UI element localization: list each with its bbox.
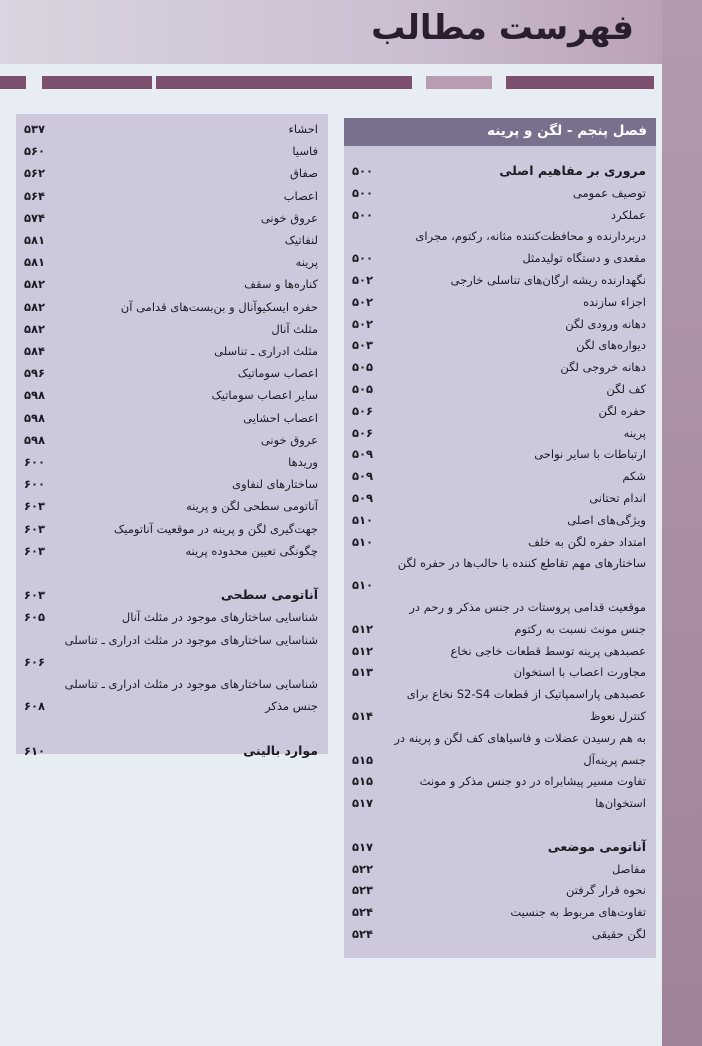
toc-entry [16,562,328,584]
toc-page-number: ۵۶۰ [24,144,46,159]
toc-page-number: ۵۰۶ [352,403,374,418]
toc-entry [16,185,328,207]
toc-page-number: ۵۸۲ [24,299,46,314]
toc-entry [16,673,328,695]
toc-section-title: موارد بالینی [243,742,318,758]
toc-entry [344,792,656,814]
toc-page-number: ۵۱۵ [352,752,374,767]
toc-page-number: ۶۰۶ [24,654,46,669]
toc-entry-title: سایر اعصاب سوماتیک [211,388,318,403]
toc-entry-title: ارتباطات با سایر نواحی [534,447,646,462]
toc-entry-title: کف لگن [606,382,646,396]
toc-page-number: ۵۰۰ [352,207,374,222]
toc-entry-title: عملکرد [610,207,646,222]
toc-entry-title: مفاصل [612,861,646,876]
toc-entry [344,770,656,792]
toc-entry [16,140,328,162]
toc-page-number: ۵۳۷ [24,122,46,136]
toc-page-number: ۵۰۹ [352,447,374,462]
toc-entry [16,118,328,140]
toc-page-number: ۵۲۲ [352,861,374,876]
toc-entry [16,296,328,318]
toc-page-number: ۵۸۴ [24,344,46,358]
toc-page-number: ۵۱۰ [352,512,374,527]
toc-entry [16,473,328,495]
toc-entry-title: تفاوت‌های مربوط به جنسیت [510,905,646,920]
toc-entry [344,225,656,247]
toc-entry-title: حفره ایسکیوآنال و بن‌بست‌های قدامی آن [120,299,318,314]
toc-page-number: ۵۸۲ [24,321,46,336]
toc-page-number: ۵۰۰ [352,164,374,178]
toc-entry [344,705,656,727]
toc-entry [344,749,656,771]
toc-entry [344,683,656,705]
toc-entry-title: ساختارهای مهم تقاطع کننده با حالب‌ها در حفره لگن [397,556,646,571]
toc-entry [16,695,328,717]
toc-page-number: ۵۱۰ [352,534,374,549]
toc-page-number: ۵۱۷ [352,839,374,854]
toc-entry [16,362,328,384]
toc-entry [16,629,328,651]
toc-entry-title: موقعیت قدامی پروستات در جنس مذکر و رحم در [409,600,646,614]
toc-page-number: ۵۰۲ [352,273,374,287]
toc-page-number: ۵۰۰ [352,185,374,200]
toc-entry-title: دیواره‌های لگن [576,338,646,353]
toc-entry-title: لگن حقیقی [591,927,646,941]
toc-page-number: ۵۹۸ [24,432,46,447]
toc-entry-title: امتداد حفره لگن به خلف [528,534,646,549]
toc-page-number: ۵۸۱ [24,233,46,247]
toc-entry-title: جنس مذکر [265,699,318,714]
toc-entry-title: اعصاب سوماتیک [237,366,318,381]
toc-entry [344,923,656,945]
toc-entry [16,451,328,473]
toc-entry-title: وریدها [288,455,318,469]
toc-entry [344,247,656,269]
toc-page-number: ۶۰۰ [24,477,46,492]
toc-entry [344,509,656,531]
toc-entry-title: شناسایی ساختارهای موجود در مثلث آنال [121,610,318,625]
toc-entry-title: عروق خونی [260,210,318,225]
toc-entry-title: کناره‌ها و سقف [244,277,318,292]
toc-entry [344,291,656,313]
chapter-header: فصل پنجم - لگن و پرینه [344,118,656,146]
toc-page-number: ۵۰۹ [352,469,374,484]
toc-entry [16,584,328,606]
toc-page-number: ۶۰۵ [24,610,46,625]
toc-entry-title: دربردارنده و محافظت‌کننده مثانه، رکتوم، مجرای [415,229,646,244]
toc-entry-title: جهت‌گیری لگن و پرینه در موقعیت آناتومیک [113,521,318,536]
toc-page-number: ۵۹۶ [24,366,46,381]
separator-bar [156,76,412,89]
toc-entry [16,717,328,739]
toc-entry-title: تفاوت مسیر پیشابراه در دو جنس مذکر و مونث [419,774,646,789]
separator-bar [0,76,26,89]
toc-entry [344,356,656,378]
toc-page-number: ۶۰۳ [24,521,46,536]
toc-entry [344,487,656,509]
toc-entry [16,318,328,340]
toc-page-number: ۵۱۲ [352,643,374,658]
toc-entry [16,429,328,451]
toc-section-title: آناتومی سطحی [220,587,318,603]
toc-entry [344,465,656,487]
toc-section-title: مروری بر مفاهیم اصلی [499,163,646,178]
toc-entry-title: شکم [622,469,646,484]
toc-entry-title: جنس مونث نسبت به رکتوم [514,621,646,636]
toc-entry [16,606,328,628]
toc-entry-title: صفاق [289,166,318,181]
toc-page-number: ۵۷۴ [24,210,46,225]
toc-entry [16,740,328,762]
toc-page-number: ۶۰۸ [24,699,46,714]
toc-entry [16,162,328,184]
toc-entry-title: اعصاب [283,188,318,203]
toc-entry-title: دهانه خروجی لگن [560,360,646,375]
toc-entry [344,879,656,901]
toc-entry [344,552,656,574]
toc-page-number: ۵۲۴ [352,927,374,941]
toc-entry [344,596,656,618]
separator-bar [42,76,152,89]
toc-entry [16,518,328,540]
toc-page-number: ۶۰۳ [24,499,46,514]
toc-entry [344,313,656,335]
toc-entry [16,651,328,673]
toc-entry-title: اندام تحتانی [589,491,646,505]
separator-bar [426,76,492,89]
toc-entry-title: شناسایی ساختارهای موجود در مثلث ادراری ـ تناسلی [64,677,318,691]
toc-entry-title: پرینه [623,425,646,440]
toc-entry [16,340,328,362]
toc-entry [16,495,328,517]
toc-entry [344,204,656,226]
toc-entry [344,836,656,858]
toc-page-number: ۵۰۲ [352,316,374,331]
toc-page-number: ۵۶۲ [24,166,46,181]
toc-entry [16,540,328,562]
toc-entry-title: لنفاتیک [284,233,318,247]
toc-entry-title: دهانه ورودی لگن [565,316,646,331]
toc-entry-title: احشاء [288,122,318,136]
toc-entry-title: نحوه قرار گرفتن [565,883,646,898]
toc-entry-title: کنترل نعوظ [589,709,646,723]
toc-page-number: ۵۱۳ [352,665,374,680]
toc-page-number: ۵۸۱ [24,255,46,270]
toc-entry-title: اعصاب احشایی [243,410,318,425]
toc-page-number: ۵۰۶ [352,425,374,440]
toc-entry [16,407,328,429]
toc-entry-title: مقعدی و دستگاه تولیدمثل [522,251,646,266]
toc-page-number: ۵۱۷ [352,796,374,811]
toc-page-number: ۵۰۰ [352,251,374,266]
page-edge-strip [662,0,702,1046]
toc-page-number: ۵۱۵ [352,774,374,789]
toc-page-number: ۵۹۸ [24,388,46,403]
toc-entry-title: اجزاء سازنده [583,294,646,309]
toc-page-number: ۶۰۳ [24,543,46,558]
toc-entry [344,901,656,923]
toc-page-number: ۵۰۵ [352,360,374,375]
toc-entry [344,640,656,662]
toc-entry-title: به هم رسیدن عضلات و فاسیاهای کف لگن و پرینه در [394,730,646,745]
toc-entry [344,443,656,465]
toc-page-number: ۶۰۰ [24,455,46,469]
toc-page-number: ۵۰۳ [352,338,374,353]
toc-entry [16,384,328,406]
toc-page-number: ۵۱۲ [352,621,374,636]
toc-entry [344,160,656,182]
toc-entry-title: عصبدهی پاراسمپاتیک از قطعات S2-S4 نخاع برای [406,687,646,702]
toc-entry-title: آناتومی سطحی لگن و پرینه [185,499,318,514]
toc-entry [344,858,656,880]
toc-entry [16,229,328,251]
toc-entry [16,273,328,295]
toc-entry [344,334,656,356]
toc-entry-title: ساختارهای لنفاوی [232,477,318,492]
toc-entry [344,400,656,422]
toc-entry-title: استخوان‌ها [595,796,646,811]
toc-entry-title: مثلث آنال [271,321,318,336]
toc-entry-title: عصبدهی پرینه توسط قطعات خاجی نخاع [450,643,646,658]
toc-page-number: ۵۲۴ [352,905,374,920]
toc-entry-title: جسم پرینه‌آل [583,752,646,767]
toc-page-number: ۵۹۸ [24,410,46,425]
toc-page-number: ۵۶۴ [24,188,46,203]
toc-entry-title: فاسیا [292,144,318,159]
toc-entry-title: حفره لگن [598,403,646,418]
toc-page-number: ۶۱۰ [24,743,46,758]
toc-entry-title: شناسایی ساختارهای موجود در مثلث ادراری ـ تناسلی [64,632,318,647]
toc-page-number: ۶۰۳ [24,588,46,603]
toc-entry [344,269,656,291]
toc-entry [344,618,656,640]
toc-entry [344,531,656,553]
toc-page-number: ۵۸۲ [24,277,46,292]
toc-page-number: ۵۰۵ [352,382,374,396]
toc-entry [344,814,656,836]
toc-entry [344,727,656,749]
toc-page-number: ۵۱۰ [352,578,374,593]
toc-entry [344,422,656,444]
toc-entry [344,574,656,596]
toc-page-number: ۵۲۳ [352,883,374,898]
page-title: فهرست مطالب [371,8,634,48]
toc-page-number: ۵۰۹ [352,491,374,505]
toc-entry-title: نگهدارنده ریشه ارگان‌های تناسلی خارجی [450,273,646,287]
toc-entry [16,207,328,229]
toc-entry-title: مثلث ادراری ـ تناسلی [214,344,318,358]
toc-entry [344,661,656,683]
toc-entry-title: توصیف عمومی [572,185,646,200]
toc-entry [344,182,656,204]
toc-entry [344,378,656,400]
toc-entry-title: چگونگی تعیین محدوده پرینه [185,543,318,558]
toc-page-number: ۵۱۴ [352,709,374,723]
separator-bar [506,76,654,89]
toc-entry-title: عروق خونی [260,432,318,447]
toc-section-title: آناتومی موضعی [547,838,646,854]
toc-entry [16,251,328,273]
toc-entry-title: پرینه [295,255,318,270]
toc-page-number: ۵۰۲ [352,294,374,309]
toc-entry-title: مجاورت اعصاب با استخوان [513,665,646,680]
toc-entry-title: ویژگی‌های اصلی [567,512,646,527]
